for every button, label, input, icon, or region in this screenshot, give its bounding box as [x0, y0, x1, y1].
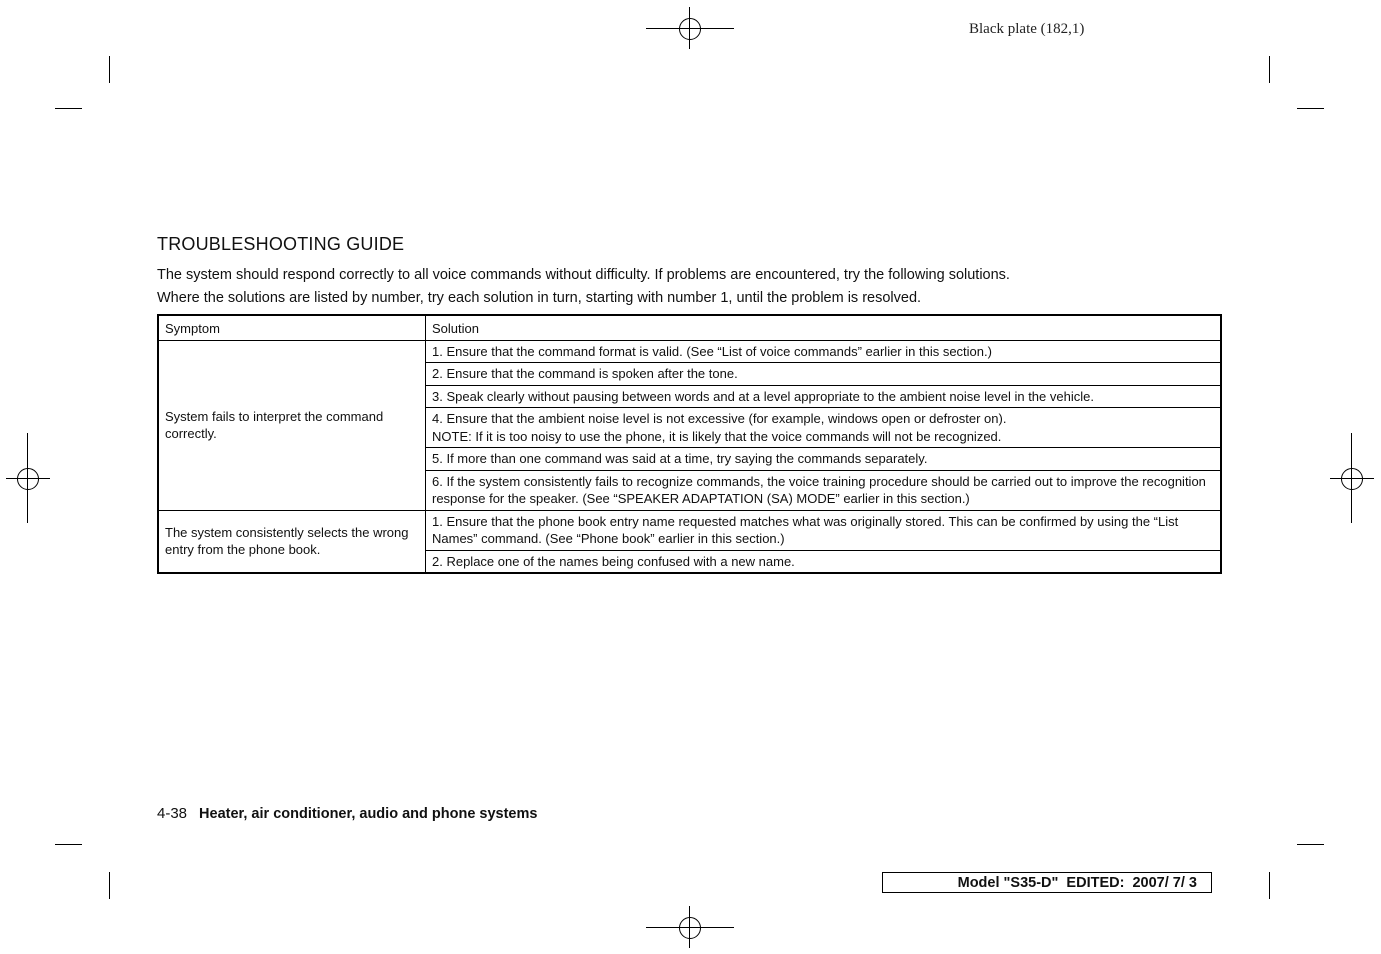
solution-cell: 5. If more than one command was said at a time, try saying the commands separately.: [426, 448, 1222, 471]
plate-label: Black plate (182,1): [969, 21, 1085, 37]
solution-cell: 2. Ensure that the command is spoken after the tone.: [426, 363, 1222, 386]
registration-mark-bottom: [679, 917, 701, 939]
solution-line: 4. Ensure that the ambient noise level is not excessive (for example, windows open or defroster on).: [432, 411, 1007, 426]
section-title: TROUBLESHOOTING GUIDE: [157, 234, 405, 254]
model-label: Model "S35-D" EDITED: 2007/ 7/ 3: [957, 874, 1197, 891]
intro-paragraph: The system should respond correctly to all voice commands without difficulty. If problems are encountered, try the following solutions.: [157, 267, 1010, 283]
intro-text: [157, 264, 1227, 310]
model-edited-box: [882, 872, 1212, 893]
troubleshooting-table: [157, 314, 1222, 574]
registration-mark-right: [1341, 468, 1363, 490]
chapter-title: Heater, air conditioner, audio and phone systems: [199, 806, 538, 822]
solution-note: NOTE: If it is too noisy to use the phone, it is likely that the voice commands will not be recognized.: [432, 428, 1002, 444]
intro-paragraph: Where the solutions are listed by number, try each solution in turn, starting with number 1, until the problem is resolved.: [157, 290, 922, 306]
symptom-cell: System fails to interpret the command correctly.: [158, 340, 426, 510]
solution-cell: [426, 408, 1222, 448]
solution-cell: 3. Speak clearly without pausing between words and at a level appropriate to the ambient noise level in the vehicle.: [426, 385, 1222, 408]
solution-cell: 1. Ensure that the command format is valid. (See “List of voice commands” earlier in this section.): [426, 340, 1222, 363]
header-symptom: Symptom: [158, 315, 426, 340]
header-solution: Solution: [426, 315, 1222, 340]
page-footer: [157, 805, 537, 822]
solution-cell: 1. Ensure that the phone book entry name requested matches what was originally stored. This can be confirmed by using the “List Names” command. (See “Phone book” earlier in this section.): [426, 510, 1222, 550]
table-row: [158, 340, 1221, 363]
registration-mark-left: [17, 468, 39, 490]
registration-mark-top: [679, 18, 701, 40]
table-row: [158, 510, 1221, 550]
solution-cell: 2. Replace one of the names being confused with a new name.: [426, 550, 1222, 573]
table-header-row: [158, 315, 1221, 340]
symptom-cell: The system consistently selects the wrong entry from the phone book.: [158, 510, 426, 573]
page-number: 4-38: [157, 805, 188, 822]
solution-cell: 6. If the system consistently fails to recognize commands, the voice training procedure should be carried out to improve the recognition response for the speaker. (See “SPEAKER ADAPTATION (SA) MODE” earlier in this section.): [426, 470, 1222, 510]
